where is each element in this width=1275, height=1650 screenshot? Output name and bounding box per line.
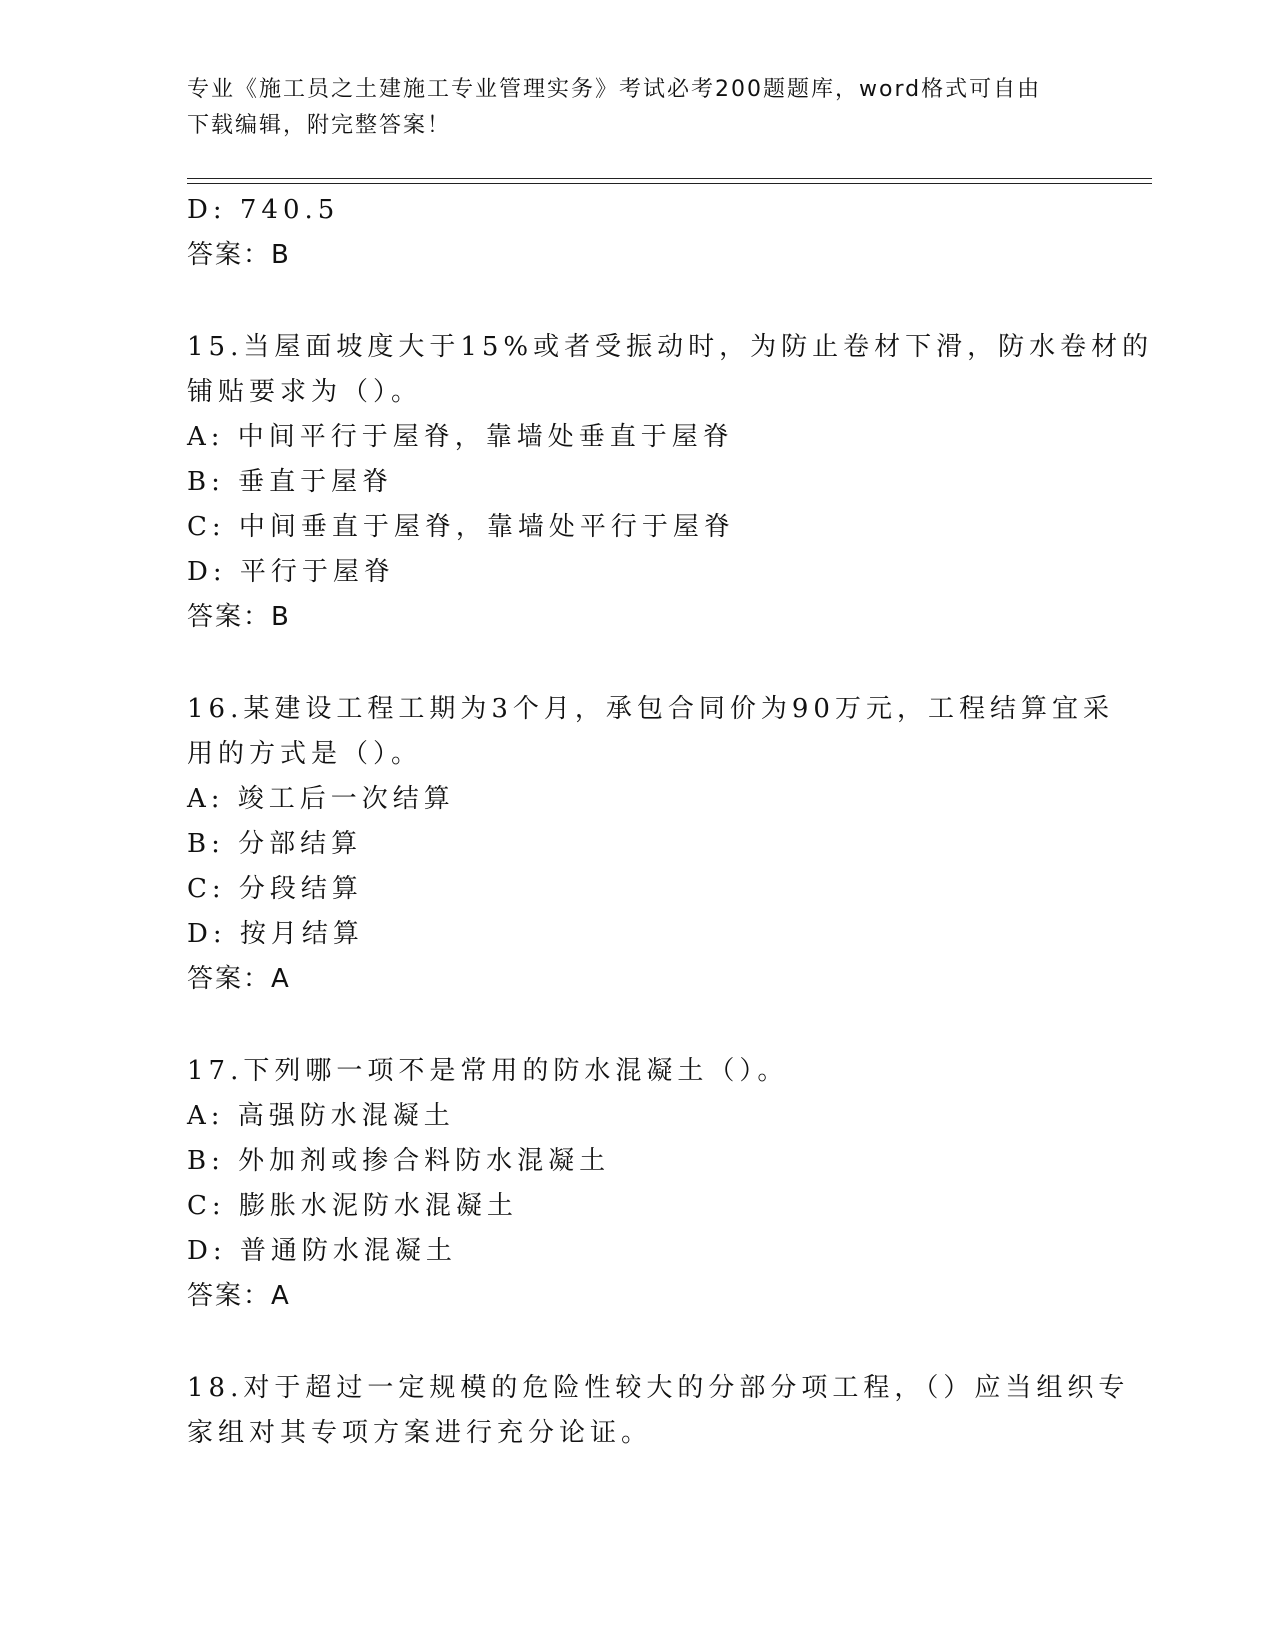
option-c: C: 膨胀水泥防水混凝土: [187, 1191, 518, 1221]
header-line-1: 专业《施工员之土建施工专业管理实务》考试必考200题题库，word格式可自由: [187, 77, 1042, 102]
header-line-2: 下载编辑，附完整答案！: [187, 113, 452, 138]
page-header: [187, 72, 1067, 144]
question-16: [187, 687, 1114, 1002]
answer-line: 答案：A: [187, 1281, 291, 1311]
option-c: C: 分段结算: [187, 874, 363, 904]
option-c: C: 中间垂直于屋脊，靠墙处平行于屋脊: [187, 512, 735, 542]
option-b: B: 分部结算: [187, 829, 363, 859]
question-text-line-2: 家组对其专项方案进行充分论证。: [187, 1418, 653, 1448]
option-a: A: 高强防水混凝土: [187, 1101, 455, 1131]
option-d: D: 740.5: [187, 195, 340, 225]
header-rule-bottom: [187, 183, 1152, 184]
question-text-line-2: 铺贴要求为（）。: [187, 377, 423, 407]
previous-question-tail: [187, 188, 1087, 278]
option-b: B: 外加剂或掺合料防水混凝土: [187, 1146, 611, 1176]
option-d: D: 平行于屋脊: [187, 557, 395, 587]
question-text-line-1: 17.下列哪一项不是常用的防水混凝土（）。: [187, 1056, 789, 1086]
question-text-line-1: 18.对于超过一定规模的危险性较大的分部分项工程，（）应当组织专: [187, 1373, 1130, 1403]
document-body: [187, 188, 1154, 1456]
answer-line: 答案：B: [187, 602, 291, 632]
answer-line: 答案：A: [187, 964, 291, 994]
option-a: A: 中间平行于屋脊，靠墙处垂直于屋脊: [187, 422, 734, 452]
answer-line: 答案：B: [187, 240, 291, 270]
question-15: [187, 325, 1154, 640]
question-17: [187, 1049, 1087, 1319]
question-text-line-1: 16.某建设工程工期为3个月，承包合同价为90万元，工程结算宜采: [187, 694, 1114, 724]
header-rule-top: [187, 178, 1152, 179]
question-18: [187, 1366, 1130, 1456]
option-d: D: 按月结算: [187, 919, 364, 949]
option-b: B: 垂直于屋脊: [187, 467, 394, 497]
question-text-line-2: 用的方式是（）。: [187, 739, 423, 769]
option-a: A: 竣工后一次结算: [187, 784, 455, 814]
question-text-line-1: 15.当屋面坡度大于15%或者受振动时，为防止卷材下滑，防水卷材的: [187, 332, 1154, 362]
option-d: D: 普通防水混凝土: [187, 1236, 457, 1266]
